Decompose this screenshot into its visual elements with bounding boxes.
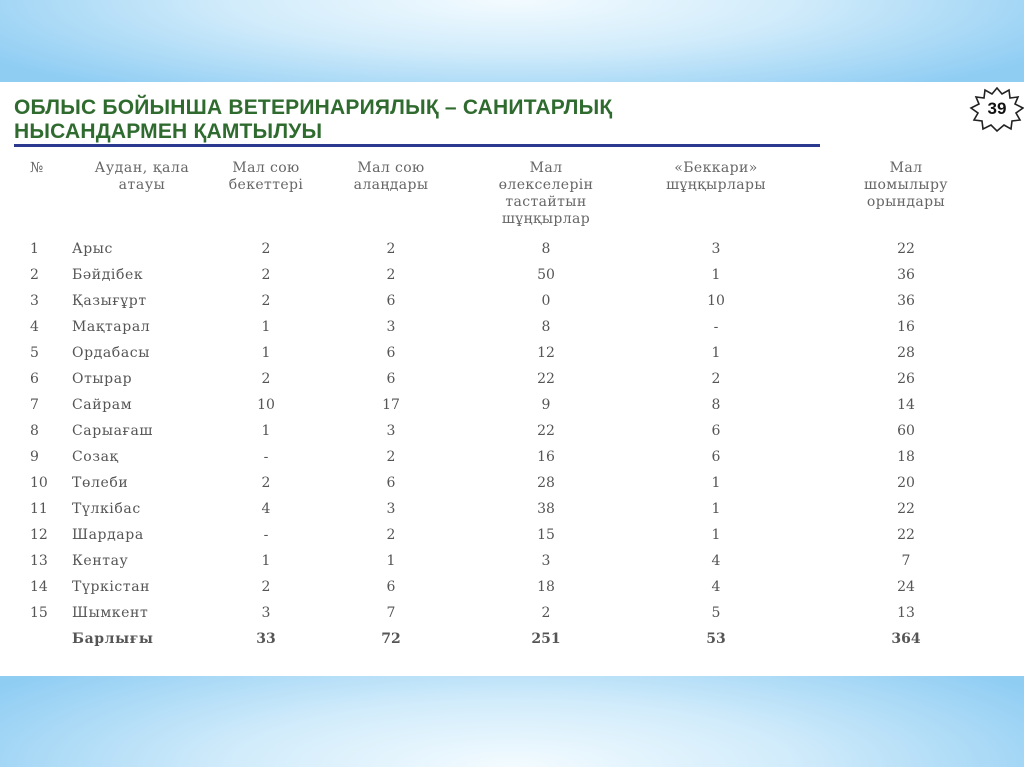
table-row	[26, 418, 1006, 444]
header-name-line-1: Аудан, қала	[94, 160, 190, 176]
table-row	[26, 236, 1006, 262]
header-c3-line-4: шұңқырлар	[501, 211, 591, 227]
cell-c4: 1	[711, 527, 721, 543]
header-c4-line-2: шұңқырлары	[666, 177, 766, 193]
cell-name: Сайрам	[72, 397, 133, 413]
table-row	[26, 496, 1006, 522]
total-c5: 364	[891, 631, 921, 647]
cell-c1: 2	[261, 475, 271, 491]
header-c5-line-1: Мал шомылыру	[864, 160, 948, 193]
cell-c5: 36	[897, 267, 915, 283]
cell-no: 11	[30, 501, 48, 517]
cell-name: Ордабасы	[72, 345, 150, 361]
cell-name: Түркістан	[72, 579, 151, 595]
cell-c1: 2	[261, 293, 271, 309]
table-row	[26, 366, 1006, 392]
table-row	[26, 600, 1006, 626]
cell-c5: 20	[897, 475, 915, 491]
cell-c5: 28	[897, 345, 915, 361]
slide-title	[14, 96, 834, 144]
table-row	[26, 314, 1006, 340]
page-number-badge	[968, 86, 1024, 132]
title-line-2: НЫСАНДАРМЕН ҚАМТЫЛУЫ	[14, 120, 323, 143]
cell-c2: 3	[386, 423, 396, 439]
cell-c3: 8	[541, 241, 551, 257]
cell-c4: 8	[711, 397, 721, 413]
cell-no: 5	[30, 345, 39, 361]
cell-no: 7	[30, 397, 39, 413]
cell-c3: 9	[541, 397, 551, 413]
cell-c4: 4	[711, 553, 721, 569]
cell-c4: 10	[707, 293, 725, 309]
cell-name: Кентау	[72, 553, 129, 569]
cell-name: Шымкент	[72, 605, 149, 621]
cell-c1: 10	[257, 397, 275, 413]
cell-c2: 6	[386, 345, 396, 361]
cell-no: 14	[30, 579, 48, 595]
cell-c3: 8	[541, 319, 551, 335]
table-total-row	[26, 626, 1006, 652]
cell-c1: 3	[261, 605, 271, 621]
cell-c3: 38	[537, 501, 555, 517]
slide	[0, 82, 1024, 676]
cell-c2: 2	[386, 527, 396, 543]
cell-no: 3	[30, 293, 39, 309]
table-row	[26, 340, 1006, 366]
header-name	[72, 160, 212, 194]
cell-c4: 2	[711, 371, 721, 387]
bottom-background-band	[0, 676, 1024, 767]
cell-c4: 6	[711, 423, 721, 439]
cell-c3: 12	[537, 345, 555, 361]
cell-c5: 7	[901, 553, 911, 569]
cell-c2: 17	[382, 397, 400, 413]
cell-name: Созақ	[72, 449, 119, 465]
header-c3-line-1: Мал	[529, 160, 563, 176]
cell-name: Сарыағаш	[72, 423, 154, 439]
cell-c5: 36	[897, 293, 915, 309]
cell-c4: 1	[711, 345, 721, 361]
cell-name: Төлеби	[72, 475, 129, 491]
header-no: №	[30, 160, 44, 176]
cell-name: Қазығұрт	[72, 293, 147, 309]
cell-c2: 2	[386, 241, 396, 257]
total-c3: 251	[531, 631, 561, 647]
cell-c3: 15	[537, 527, 555, 543]
header-c3-line-2: өлекселерін	[498, 177, 594, 193]
cell-c5: 24	[897, 579, 915, 595]
cell-c5: 16	[897, 319, 915, 335]
header-c2-line-2: алаңдары	[353, 177, 429, 193]
cell-c2: 2	[386, 449, 396, 465]
cell-no: 13	[30, 553, 48, 569]
cell-c2: 6	[386, 371, 396, 387]
cell-c4: 1	[711, 475, 721, 491]
cell-c3: 28	[537, 475, 555, 491]
cell-c2: 6	[386, 293, 396, 309]
cell-c1: 2	[261, 371, 271, 387]
cell-c5: 22	[897, 241, 915, 257]
cell-c5: 26	[897, 371, 915, 387]
title-line-1: ОБЛЫС БОЙЫНША ВЕТЕРИНАРИЯЛЫҚ – САНИТАРЛЫҚ	[14, 96, 613, 119]
header-c3-line-3: тастайтын	[505, 194, 587, 210]
cell-c2: 3	[386, 319, 396, 335]
cell-c1: -	[263, 527, 269, 543]
cell-c3: 3	[541, 553, 551, 569]
page-number: 39	[987, 99, 1007, 118]
cell-c3: 50	[537, 267, 555, 283]
header-c1-line-1: Мал сою	[232, 160, 300, 176]
table-row	[26, 262, 1006, 288]
cell-c1: 1	[261, 345, 271, 361]
cell-c3: 22	[537, 371, 555, 387]
table-row	[26, 392, 1006, 418]
cell-no: 6	[30, 371, 39, 387]
cell-name: Түлкібас	[72, 501, 141, 517]
cell-c4: 1	[711, 501, 721, 517]
header-carcass-pits	[496, 160, 596, 228]
cell-c2: 6	[386, 475, 396, 491]
top-background-band	[0, 0, 1024, 82]
cell-c1: -	[263, 449, 269, 465]
cell-c1: 1	[261, 319, 271, 335]
table-row	[26, 444, 1006, 470]
cell-no: 4	[30, 319, 39, 335]
cell-name: Арыс	[72, 241, 113, 257]
cell-c4: 3	[711, 241, 721, 257]
header-c2-line-1: Мал сою	[357, 160, 425, 176]
cell-c1: 1	[261, 553, 271, 569]
table-row	[26, 548, 1006, 574]
cell-c1: 4	[261, 501, 271, 517]
header-slaughter-stations	[226, 160, 306, 194]
total-name: Барлығы	[72, 631, 154, 647]
table-row	[26, 574, 1006, 600]
cell-c5: 14	[897, 397, 915, 413]
total-c2: 72	[381, 631, 401, 647]
table-row	[26, 522, 1006, 548]
cell-c3: 16	[537, 449, 555, 465]
cell-c5: 22	[897, 501, 915, 517]
cell-c4: 5	[711, 605, 721, 621]
cell-c4: -	[713, 319, 719, 335]
cell-c5: 13	[897, 605, 915, 621]
cell-no: 1	[30, 241, 39, 257]
cell-no: 2	[30, 267, 39, 283]
table-row	[26, 288, 1006, 314]
cell-c2: 7	[386, 605, 396, 621]
cell-c4: 1	[711, 267, 721, 283]
cell-c4: 4	[711, 579, 721, 595]
cell-c2: 3	[386, 501, 396, 517]
cell-no: 8	[30, 423, 39, 439]
cell-no: 12	[30, 527, 48, 543]
cell-name: Мақтарал	[72, 319, 151, 335]
cell-no: 10	[30, 475, 48, 491]
header-c4-line-1: «Беккари»	[674, 160, 758, 176]
cell-c4: 6	[711, 449, 721, 465]
cell-c5: 22	[897, 527, 915, 543]
cell-name: Отырар	[72, 371, 133, 387]
header-c1-line-2: бекеттері	[228, 177, 304, 193]
cell-c3: 18	[537, 579, 555, 595]
cell-c3: 0	[541, 293, 551, 309]
cell-c1: 2	[261, 241, 271, 257]
cell-c1: 1	[261, 423, 271, 439]
cell-c2: 6	[386, 579, 396, 595]
table-row	[26, 470, 1006, 496]
header-bathing-places	[846, 160, 966, 211]
header-name-line-2: атауы	[118, 177, 166, 193]
header-beccari-pits	[666, 160, 766, 194]
total-c1: 33	[256, 631, 276, 647]
total-c4: 53	[706, 631, 726, 647]
header-c5-line-2: орындары	[866, 194, 946, 210]
header-slaughter-sites	[351, 160, 431, 194]
cell-c2: 1	[386, 553, 396, 569]
cell-no: 15	[30, 605, 48, 621]
cell-c1: 2	[261, 579, 271, 595]
cell-c1: 2	[261, 267, 271, 283]
cell-c3: 22	[537, 423, 555, 439]
cell-c5: 18	[897, 449, 915, 465]
cell-no: 9	[30, 449, 39, 465]
cell-c5: 60	[897, 423, 915, 439]
cell-c2: 2	[386, 267, 396, 283]
cell-name: Шардара	[72, 527, 144, 543]
cell-c3: 2	[541, 605, 551, 621]
cell-name: Бәйдібек	[72, 267, 144, 283]
title-underline	[14, 144, 820, 147]
